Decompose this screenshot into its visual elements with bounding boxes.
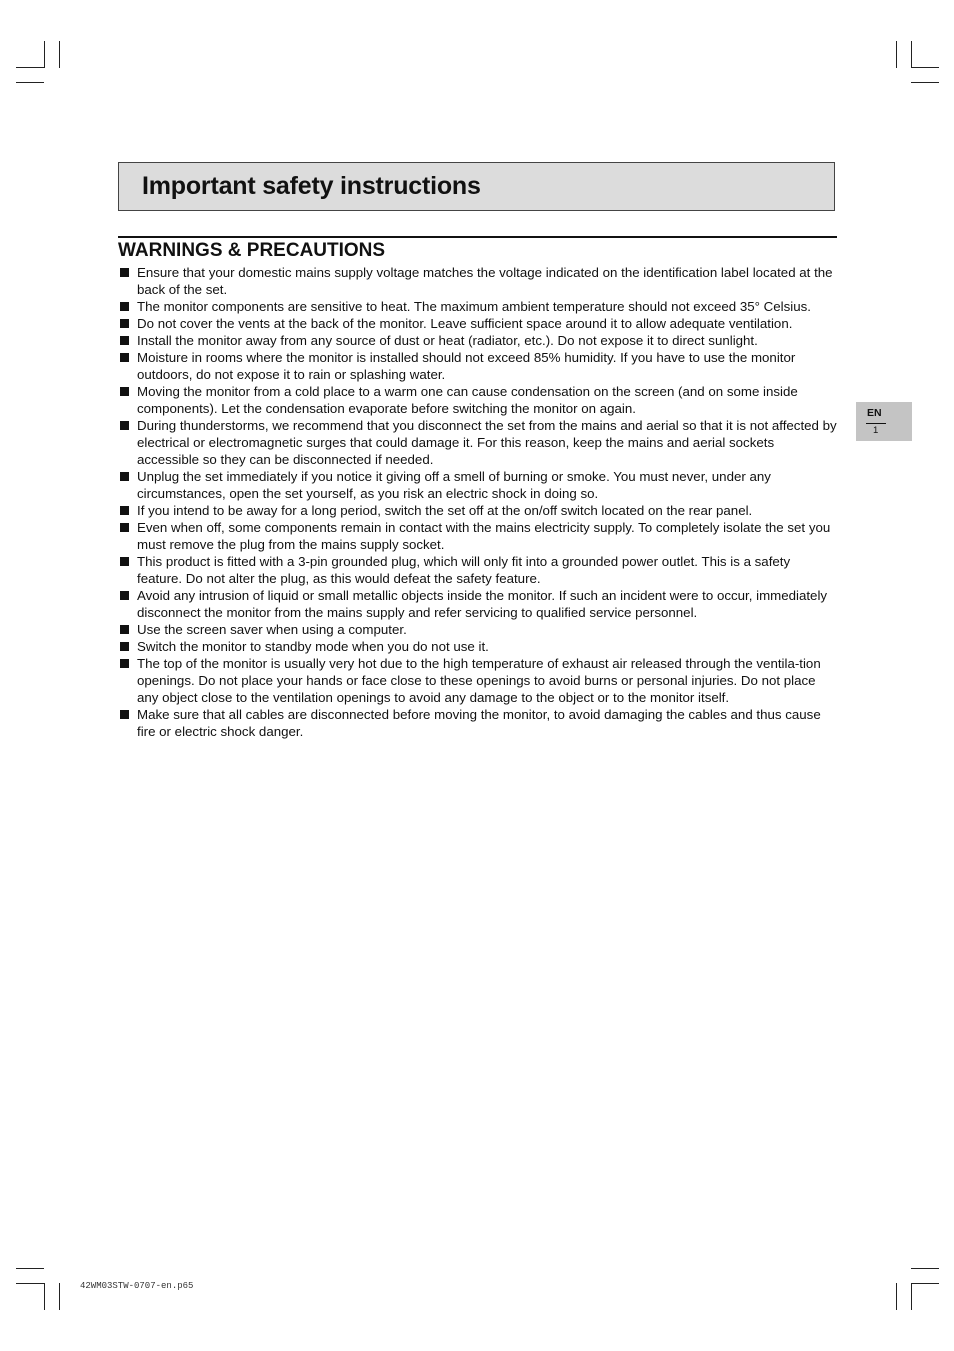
list-item xyxy=(118,553,838,587)
square-bullet-icon xyxy=(120,523,129,532)
crop-mark xyxy=(16,1283,44,1284)
crop-mark xyxy=(911,1283,912,1310)
footer-filename: 42WM03STW-0707-en.p65 xyxy=(80,1281,194,1291)
page-number: 1 xyxy=(873,425,879,436)
list-item-text: The monitor components are sensitive to heat. The maximum ambient temperature should not exceed 35° Celsius. xyxy=(137,299,811,314)
list-item xyxy=(118,332,838,349)
list-item xyxy=(118,621,838,638)
crop-mark xyxy=(911,82,939,83)
list-item xyxy=(118,587,838,621)
section-heading: WARNINGS & PRECAUTIONS xyxy=(118,240,386,261)
list-item-text: Moving the monitor from a cold place to a warm one can cause condensation on the screen (and on some inside components). Let the condensation evaporate before switching the monitor on again. xyxy=(137,384,798,416)
language-code: EN xyxy=(867,407,882,419)
list-item-text: During thunderstorms, we recommend that you disconnect the set from the mains and aerial so that it is not affected by electrical or electromagnetic surges that could damage it. For this reason, keep the mains and aerial sockets accessible so they can be disconnected if needed. xyxy=(137,418,837,467)
list-item-text: This product is fitted with a 3-pin grounded plug, which will only fit into a grounded power outlet. This is a safety feature. Do not alter the plug, as this would defeat the safety feature. xyxy=(137,554,791,586)
warnings-list xyxy=(118,264,838,740)
section-divider xyxy=(118,236,837,238)
language-tab xyxy=(856,402,912,441)
crop-mark xyxy=(44,41,45,68)
list-item xyxy=(118,519,838,553)
square-bullet-icon xyxy=(120,302,129,311)
crop-mark xyxy=(911,41,912,68)
crop-mark xyxy=(16,82,44,83)
crop-mark xyxy=(44,1283,45,1310)
list-item xyxy=(118,502,838,519)
list-item-text: Make sure that all cables are disconnected before moving the monitor, to avoid damaging the cables and thus cause fire or electric shock danger. xyxy=(137,707,821,739)
list-item xyxy=(118,315,838,332)
list-item xyxy=(118,638,838,655)
square-bullet-icon xyxy=(120,319,129,328)
square-bullet-icon xyxy=(120,625,129,634)
crop-mark xyxy=(896,1283,897,1310)
square-bullet-icon xyxy=(120,710,129,719)
square-bullet-icon xyxy=(120,387,129,396)
square-bullet-icon xyxy=(120,659,129,668)
language-tab-divider xyxy=(866,423,886,424)
square-bullet-icon xyxy=(120,421,129,430)
list-item-text: If you intend to be away for a long period, switch the set off at the on/off switch located on the rear panel. xyxy=(137,503,753,518)
title-box xyxy=(118,162,835,211)
list-item-text: The top of the monitor is usually very hot due to the high temperature of exhaust air released through the ventila-tion openings. Do not place your hands or face close to these openings to avoid burns or personal injuries. Do not place any object close to the ventilation openings to avoid any damage to the object or to the monitor itself. xyxy=(137,656,821,705)
list-item-text: Even when off, some components remain in contact with the mains electricity supply. To completely isolate the set you must remove the plug from the mains supply socket. xyxy=(137,520,831,552)
list-item-text: Install the monitor away from any source of dust or heat (radiator, etc.). Do not expose it to direct sunlight. xyxy=(137,333,758,348)
list-item xyxy=(118,349,838,383)
list-item xyxy=(118,706,838,740)
square-bullet-icon xyxy=(120,506,129,515)
crop-mark xyxy=(896,41,897,68)
crop-mark xyxy=(911,67,939,68)
list-item-text: Unplug the set immediately if you notice it giving off a smell of burning or smoke. You must never, under any circumstances, open the set yourself, as you risk an electric shock in doing so. xyxy=(137,469,771,501)
page-title: Important safety instructions xyxy=(142,172,481,200)
square-bullet-icon xyxy=(120,353,129,362)
list-item-text: Use the screen saver when using a computer. xyxy=(137,622,407,637)
crop-mark xyxy=(911,1268,939,1269)
square-bullet-icon xyxy=(120,591,129,600)
list-item xyxy=(118,468,838,502)
list-item-text: Moisture in rooms where the monitor is installed should not exceed 85% humidity. If you have to use the monitor outdoors, do not expose it to rain or splashing water. xyxy=(137,350,796,382)
list-item-text: Ensure that your domestic mains supply voltage matches the voltage indicated on the identification label located at the back of the set. xyxy=(137,265,833,297)
square-bullet-icon xyxy=(120,336,129,345)
list-item-text: Do not cover the vents at the back of the monitor. Leave sufficient space around it to allow adequate ventilation. xyxy=(137,316,793,331)
crop-mark xyxy=(911,1283,939,1284)
square-bullet-icon xyxy=(120,268,129,277)
crop-mark xyxy=(59,41,60,68)
square-bullet-icon xyxy=(120,642,129,651)
list-item xyxy=(118,383,838,417)
list-item xyxy=(118,655,838,706)
crop-mark xyxy=(59,1283,60,1310)
crop-mark xyxy=(16,1268,44,1269)
square-bullet-icon xyxy=(120,557,129,566)
list-item xyxy=(118,417,838,468)
crop-mark xyxy=(16,67,44,68)
list-item-text: Switch the monitor to standby mode when you do not use it. xyxy=(137,639,489,654)
list-item xyxy=(118,264,838,298)
list-item xyxy=(118,298,838,315)
list-item-text: Avoid any intrusion of liquid or small metallic objects inside the monitor. If such an incident were to occur, immediately disconnect the monitor from the mains supply and refer servicing to qualified service personnel. xyxy=(137,588,828,620)
square-bullet-icon xyxy=(120,472,129,481)
